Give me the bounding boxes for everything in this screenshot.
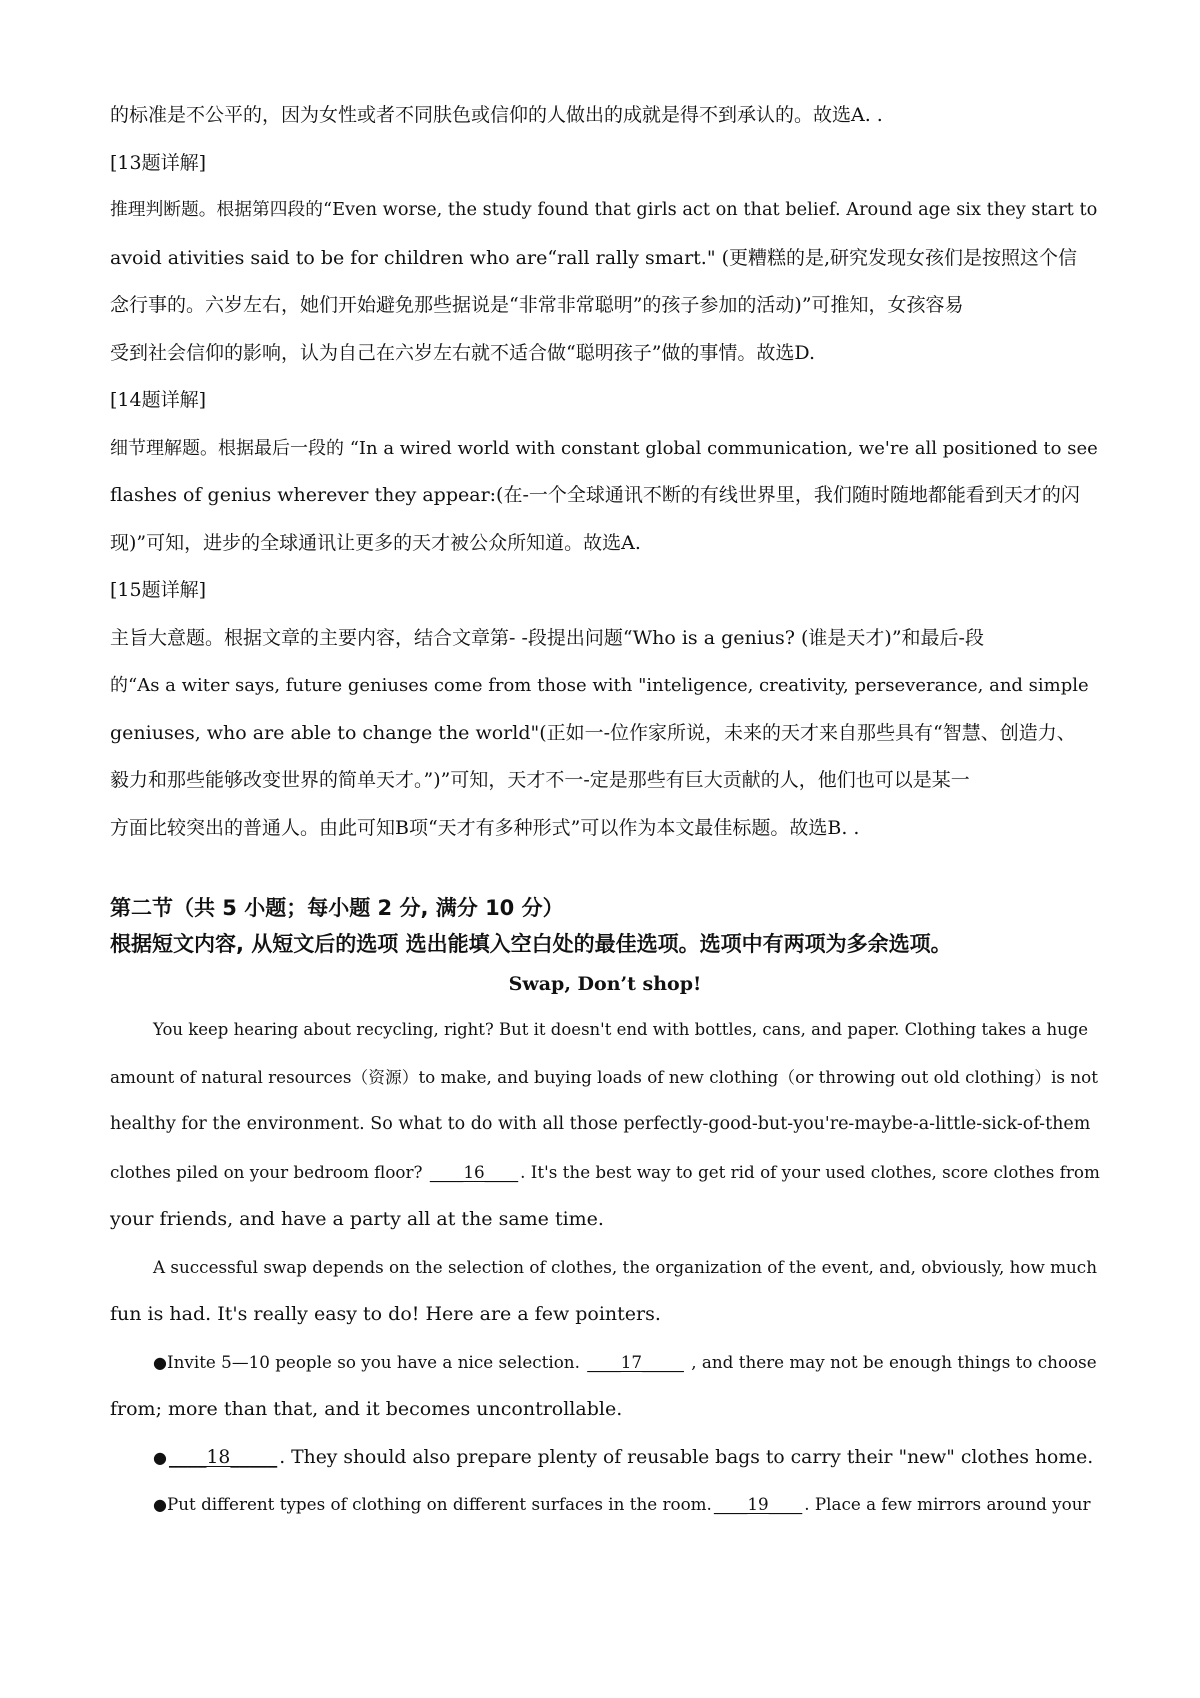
line-text: . They should also prepare plenty of reusable bags to carry their "new" clothes home. xyxy=(279,1446,1094,1468)
passage-line: your friends, and have a party all at the same time. xyxy=(110,1208,604,1230)
bullet-icon: ● xyxy=(153,1495,167,1514)
q15-line: geniuses, who are able to change the world"(正如一-位作家所说，未来的天才来自那些具有“智慧、创造力、 xyxy=(110,721,1076,744)
q15-line: 方面比较突出的普通人。由此可知B项“天才有多种形式”可以作为本文最佳标题。故选B. . xyxy=(110,816,860,839)
passage-line: A successful swap depends on the selection of clothes, the organization of the event, and, obviously, how much xyxy=(153,1256,1097,1277)
passage-line xyxy=(110,1149,1100,1197)
passage-title: Swap, Don’t shop! xyxy=(508,973,702,995)
line-text: Put different types of clothing on different surfaces in the room. xyxy=(166,1494,712,1514)
q13-label: [13题详解] xyxy=(110,151,207,174)
passage-line: from; more than that, and it becomes uncontrollable. xyxy=(110,1398,623,1420)
q15-line: 主旨大意题。根据文章的主要内容，结合文章第- -段提出问题“Who is a genius? (谁是天才)”和最后-段 xyxy=(110,626,984,649)
passage-line: amount of natural resources（资源）to make, and buying loads of new clothing（or throwing out old clothing）is not xyxy=(110,1066,1098,1087)
section-instruction: 根据短文内容, 从短文后的选项 选出能填入空白处的最佳选项。选项中有两项为多余选项。 xyxy=(110,932,952,956)
q14-line: 细节理解题。根据最后一段的 “In a wired world with constant global communication, we're all positioned to see xyxy=(110,437,1098,459)
q12-analysis-tail: 的标准是不公平的，因为女性或者不同肤色或信仰的人做出的成就是得不到承认的。故选A. . xyxy=(110,104,883,126)
line-text: . It's the best way to get rid of your used clothes, score clothes from xyxy=(520,1161,1100,1182)
q15-label: [15题详解] xyxy=(110,579,207,601)
q15-line: 的“As a witer says, future geniuses come from those with "inteligence, creativity, perseverance, and simple xyxy=(110,675,1089,696)
line-text: clothes piled on your bedroom floor? xyxy=(110,1161,428,1182)
q14-line: 现)”可知，进步的全球通讯让更多的天才被公众所知道。故选A. xyxy=(110,531,641,554)
q13-line: 推理判断题。根据第四段的“Even worse, the study found that girls act on that belief. Around age six they start to xyxy=(110,200,1098,220)
answer-blank-18[interactable]: ____18_____ xyxy=(168,1446,278,1468)
bullet-icon: ● xyxy=(153,1352,167,1372)
q13-line: 受到社会信仰的影响，认为自己在六岁左右就不适合做“聪明孩子”做的事情。故选D. xyxy=(110,341,816,364)
q15-line: 毅力和那些能够改变世界的简单天才。”)”可知，天才不一-定是那些有巨大贡献的人，他们也可以是某一 xyxy=(110,769,970,791)
passage-line: fun is had. It's really easy to do! Here are a few pointers. xyxy=(110,1303,661,1325)
q13-line: avoid ativities said to be for children who are“rall rally smart." (更糟糕的是,研究发现女孩们是按照这个信 xyxy=(110,246,1078,269)
answer-blank-16[interactable]: ____16____ xyxy=(429,1161,519,1182)
line-text: , and there may not be enough things to choose xyxy=(685,1351,1097,1372)
answer-blank-17[interactable]: ____17_____ xyxy=(587,1351,684,1372)
section-heading: 第二节（共 5 小题；每小题 2 分, 满分 10 分） xyxy=(110,896,564,920)
spacer xyxy=(110,852,1100,890)
q14-line: flashes of genius wherever they appear:(在-一个全球通讯不断的有线世界里，我们随时随地都能看到天才的闪 xyxy=(110,484,1080,506)
bullet-item-17 xyxy=(110,1339,1100,1387)
line-text: . Place a few mirrors around your xyxy=(804,1494,1091,1514)
bullet-item-18 xyxy=(110,1434,1100,1482)
passage-line: You keep hearing about recycling, right? But it doesn't end with bottles, cans, and paper. Clothing takes a huge xyxy=(153,1020,1089,1039)
document-page xyxy=(110,92,1100,1529)
bullet-item-19 xyxy=(110,1481,1100,1529)
q13-line: 念行事的。六岁左右，她们开始避免那些据说是“非常非常聪明”的孩子参加的活动)”可推知，女孩容易 xyxy=(110,294,964,316)
answer-blank-19[interactable]: ____19____ xyxy=(713,1494,803,1514)
line-text: Invite 5—10 people so you have a nice selection. xyxy=(166,1351,586,1372)
passage-line: healthy for the environment. So what to do with all those perfectly-good-but-you're-maybe-a-little-sick-of-them xyxy=(110,1114,1091,1134)
q14-label: [14题详解] xyxy=(110,389,207,411)
bullet-icon: ● xyxy=(153,1447,167,1467)
